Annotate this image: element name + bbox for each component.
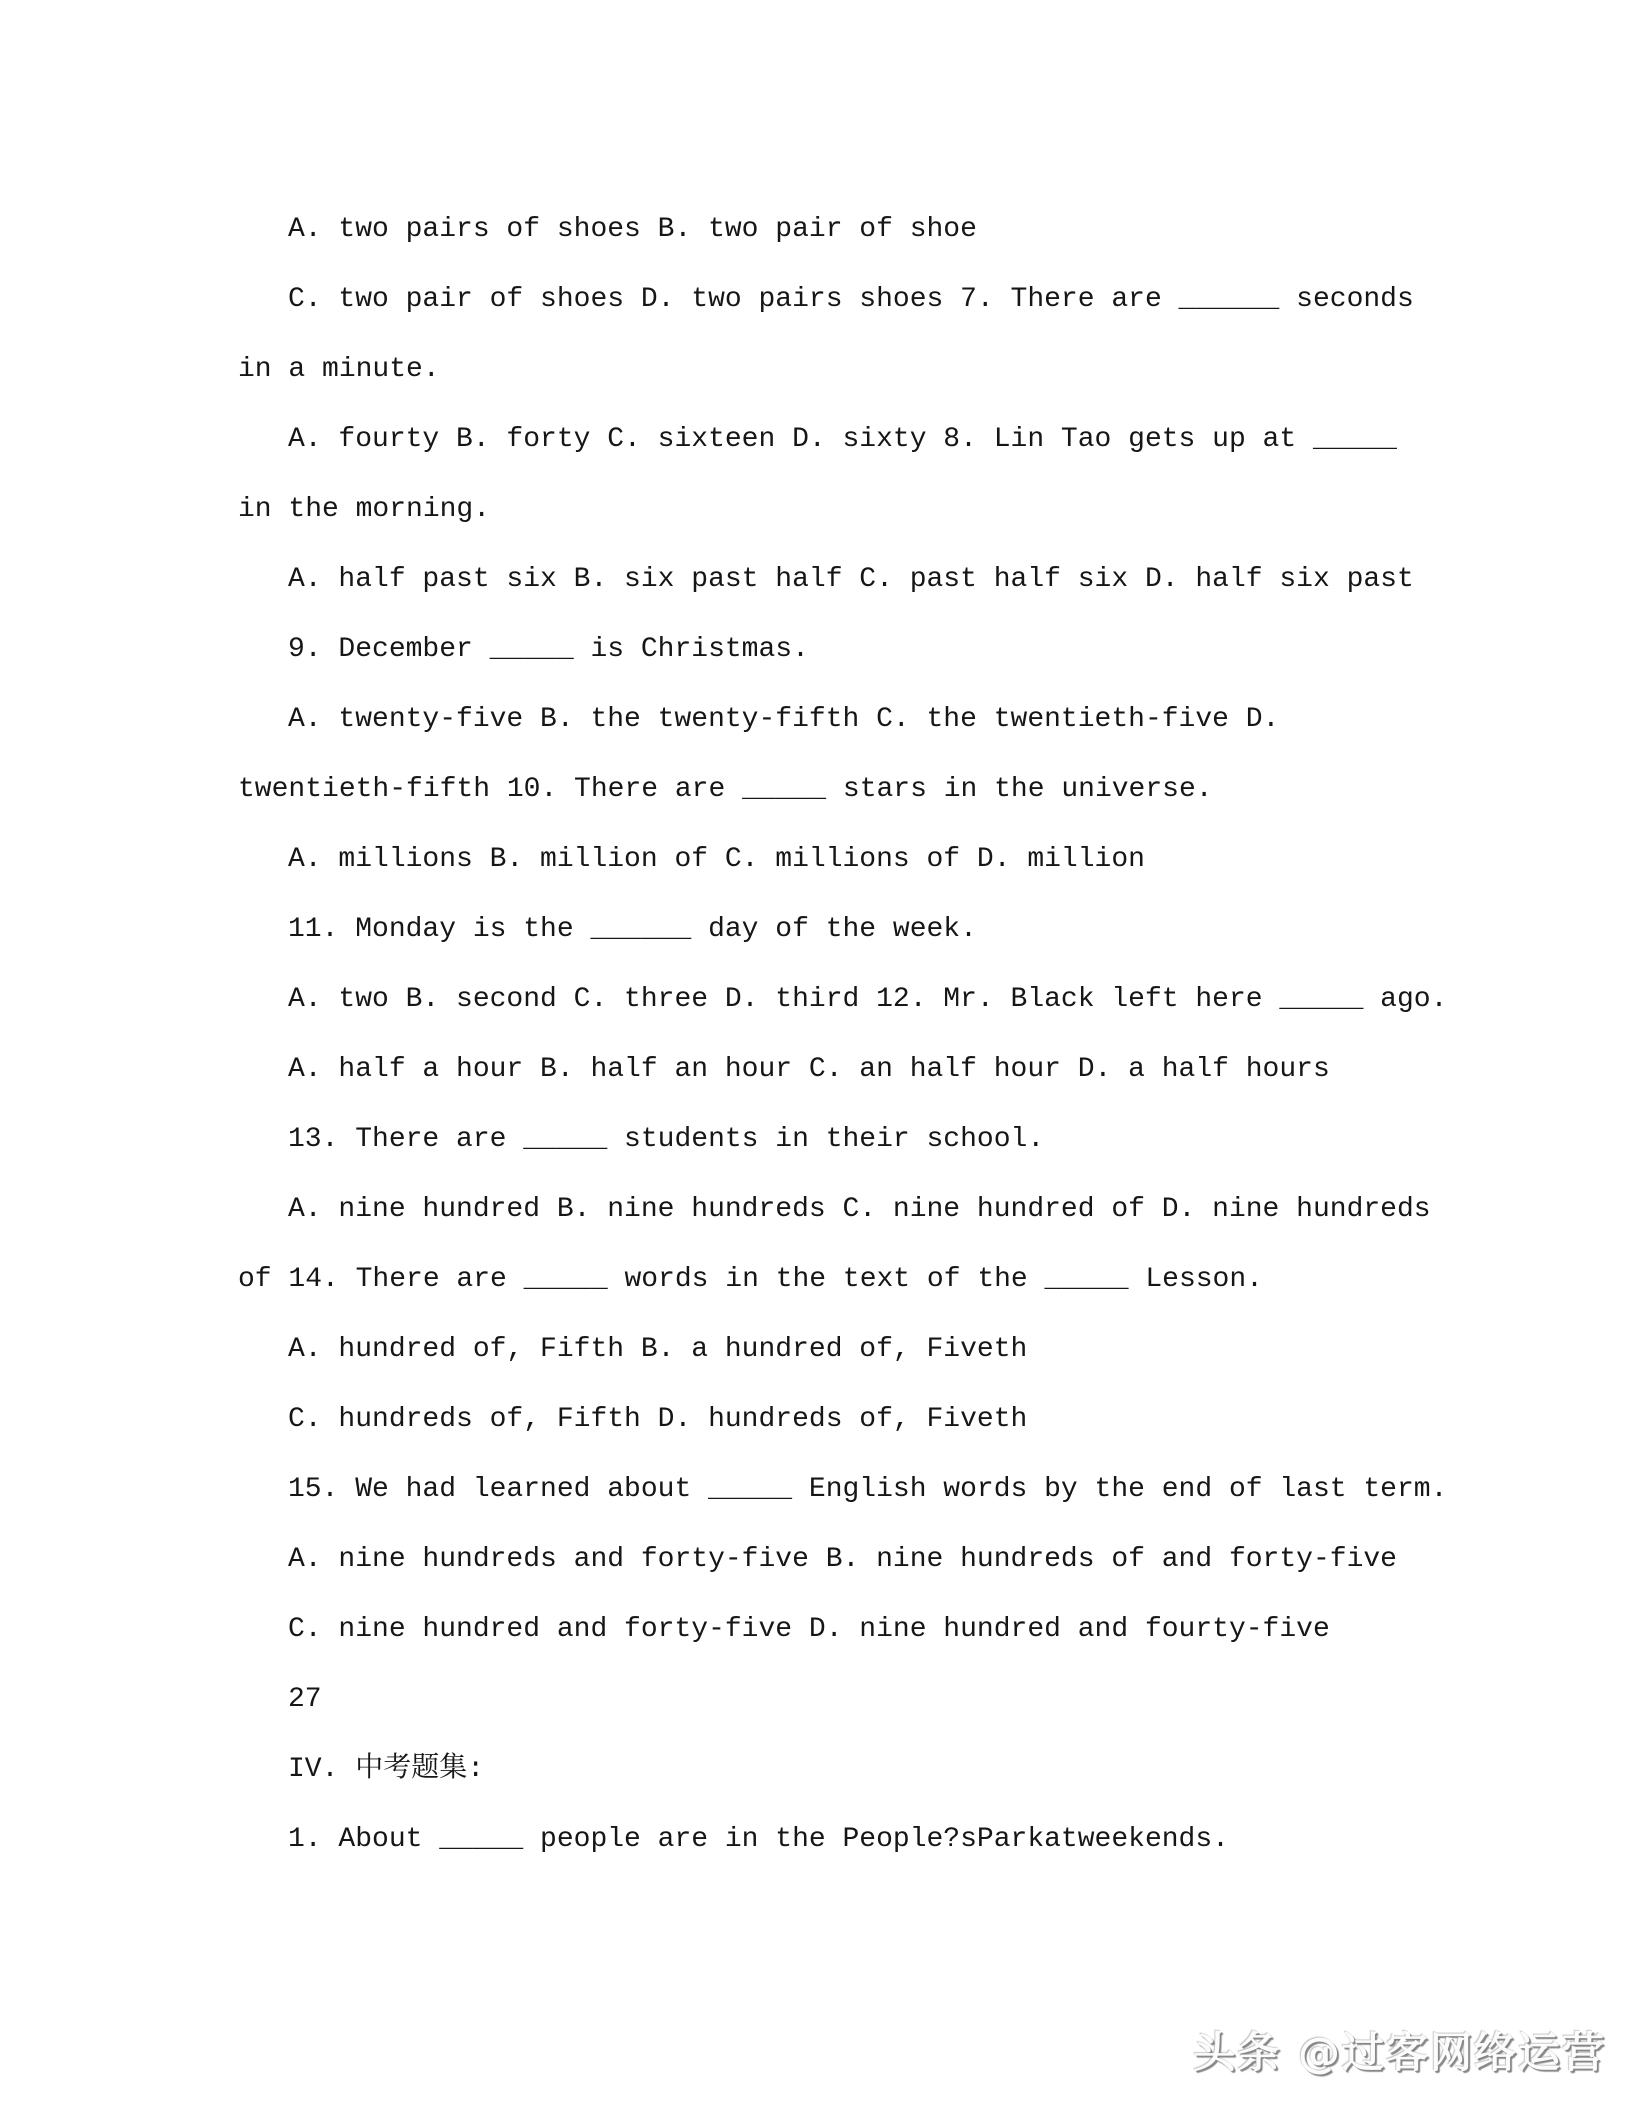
text-line: 27 bbox=[288, 1684, 322, 1715]
text-line: 13. There are _____ students in their school. bbox=[288, 1124, 1045, 1155]
text-line: A. two B. second C. three D. third 12. Mr. Black left here _____ ago. bbox=[288, 984, 1448, 1015]
text-line: A. nine hundred B. nine hundreds C. nine hundred of D. nine hundreds bbox=[288, 1194, 1431, 1225]
text-line: A. nine hundreds and forty-five B. nine hundreds of and forty-five bbox=[288, 1544, 1397, 1575]
text-line: C. nine hundred and forty-five D. nine hundred and fourty-five bbox=[288, 1614, 1330, 1645]
text-line: in a minute. bbox=[238, 354, 440, 385]
text-line: C. two pair of shoes D. two pairs shoes 7. There are ______ seconds bbox=[288, 284, 1414, 315]
question-text-block bbox=[238, 195, 1498, 1875]
text-line: 1. About _____ people are in the People?sParkatweekends. bbox=[288, 1824, 1229, 1855]
text-line: A. hundred of, Fifth B. a hundred of, Fiveth bbox=[288, 1334, 1028, 1365]
text-line: A. two pairs of shoes B. two pair of shoe bbox=[288, 214, 977, 245]
text-line: of 14. There are _____ words in the text of the _____ Lesson. bbox=[238, 1264, 1263, 1295]
text-line: A. millions B. million of C. millions of D. million bbox=[288, 844, 1145, 875]
text-line: 15. We had learned about _____ English words by the end of last term. bbox=[288, 1474, 1448, 1505]
text-line: in the morning. bbox=[238, 494, 491, 525]
text-line: A. twenty-five B. the twenty-fifth C. the twentieth-five D. bbox=[288, 704, 1280, 735]
text-line: C. hundreds of, Fifth D. hundreds of, Fiveth bbox=[288, 1404, 1028, 1435]
text-line: A. half past six B. six past half C. past half six D. half six past bbox=[288, 564, 1414, 595]
text-line: A. fourty B. forty C. sixteen D. sixty 8. Lin Tao gets up at _____ bbox=[288, 424, 1397, 455]
watermark-text: 头条 @过客网络运营 bbox=[1193, 2028, 1606, 2077]
text-line: twentieth-fifth 10. There are _____ stars in the universe. bbox=[238, 774, 1213, 805]
text-line: IV. 中考题集: bbox=[288, 1754, 485, 1785]
text-line: 11. Monday is the ______ day of the week. bbox=[288, 914, 977, 945]
text-line: 9. December _____ is Christmas. bbox=[288, 634, 809, 665]
text-line: A. half a hour B. half an hour C. an half hour D. a half hours bbox=[288, 1054, 1330, 1085]
